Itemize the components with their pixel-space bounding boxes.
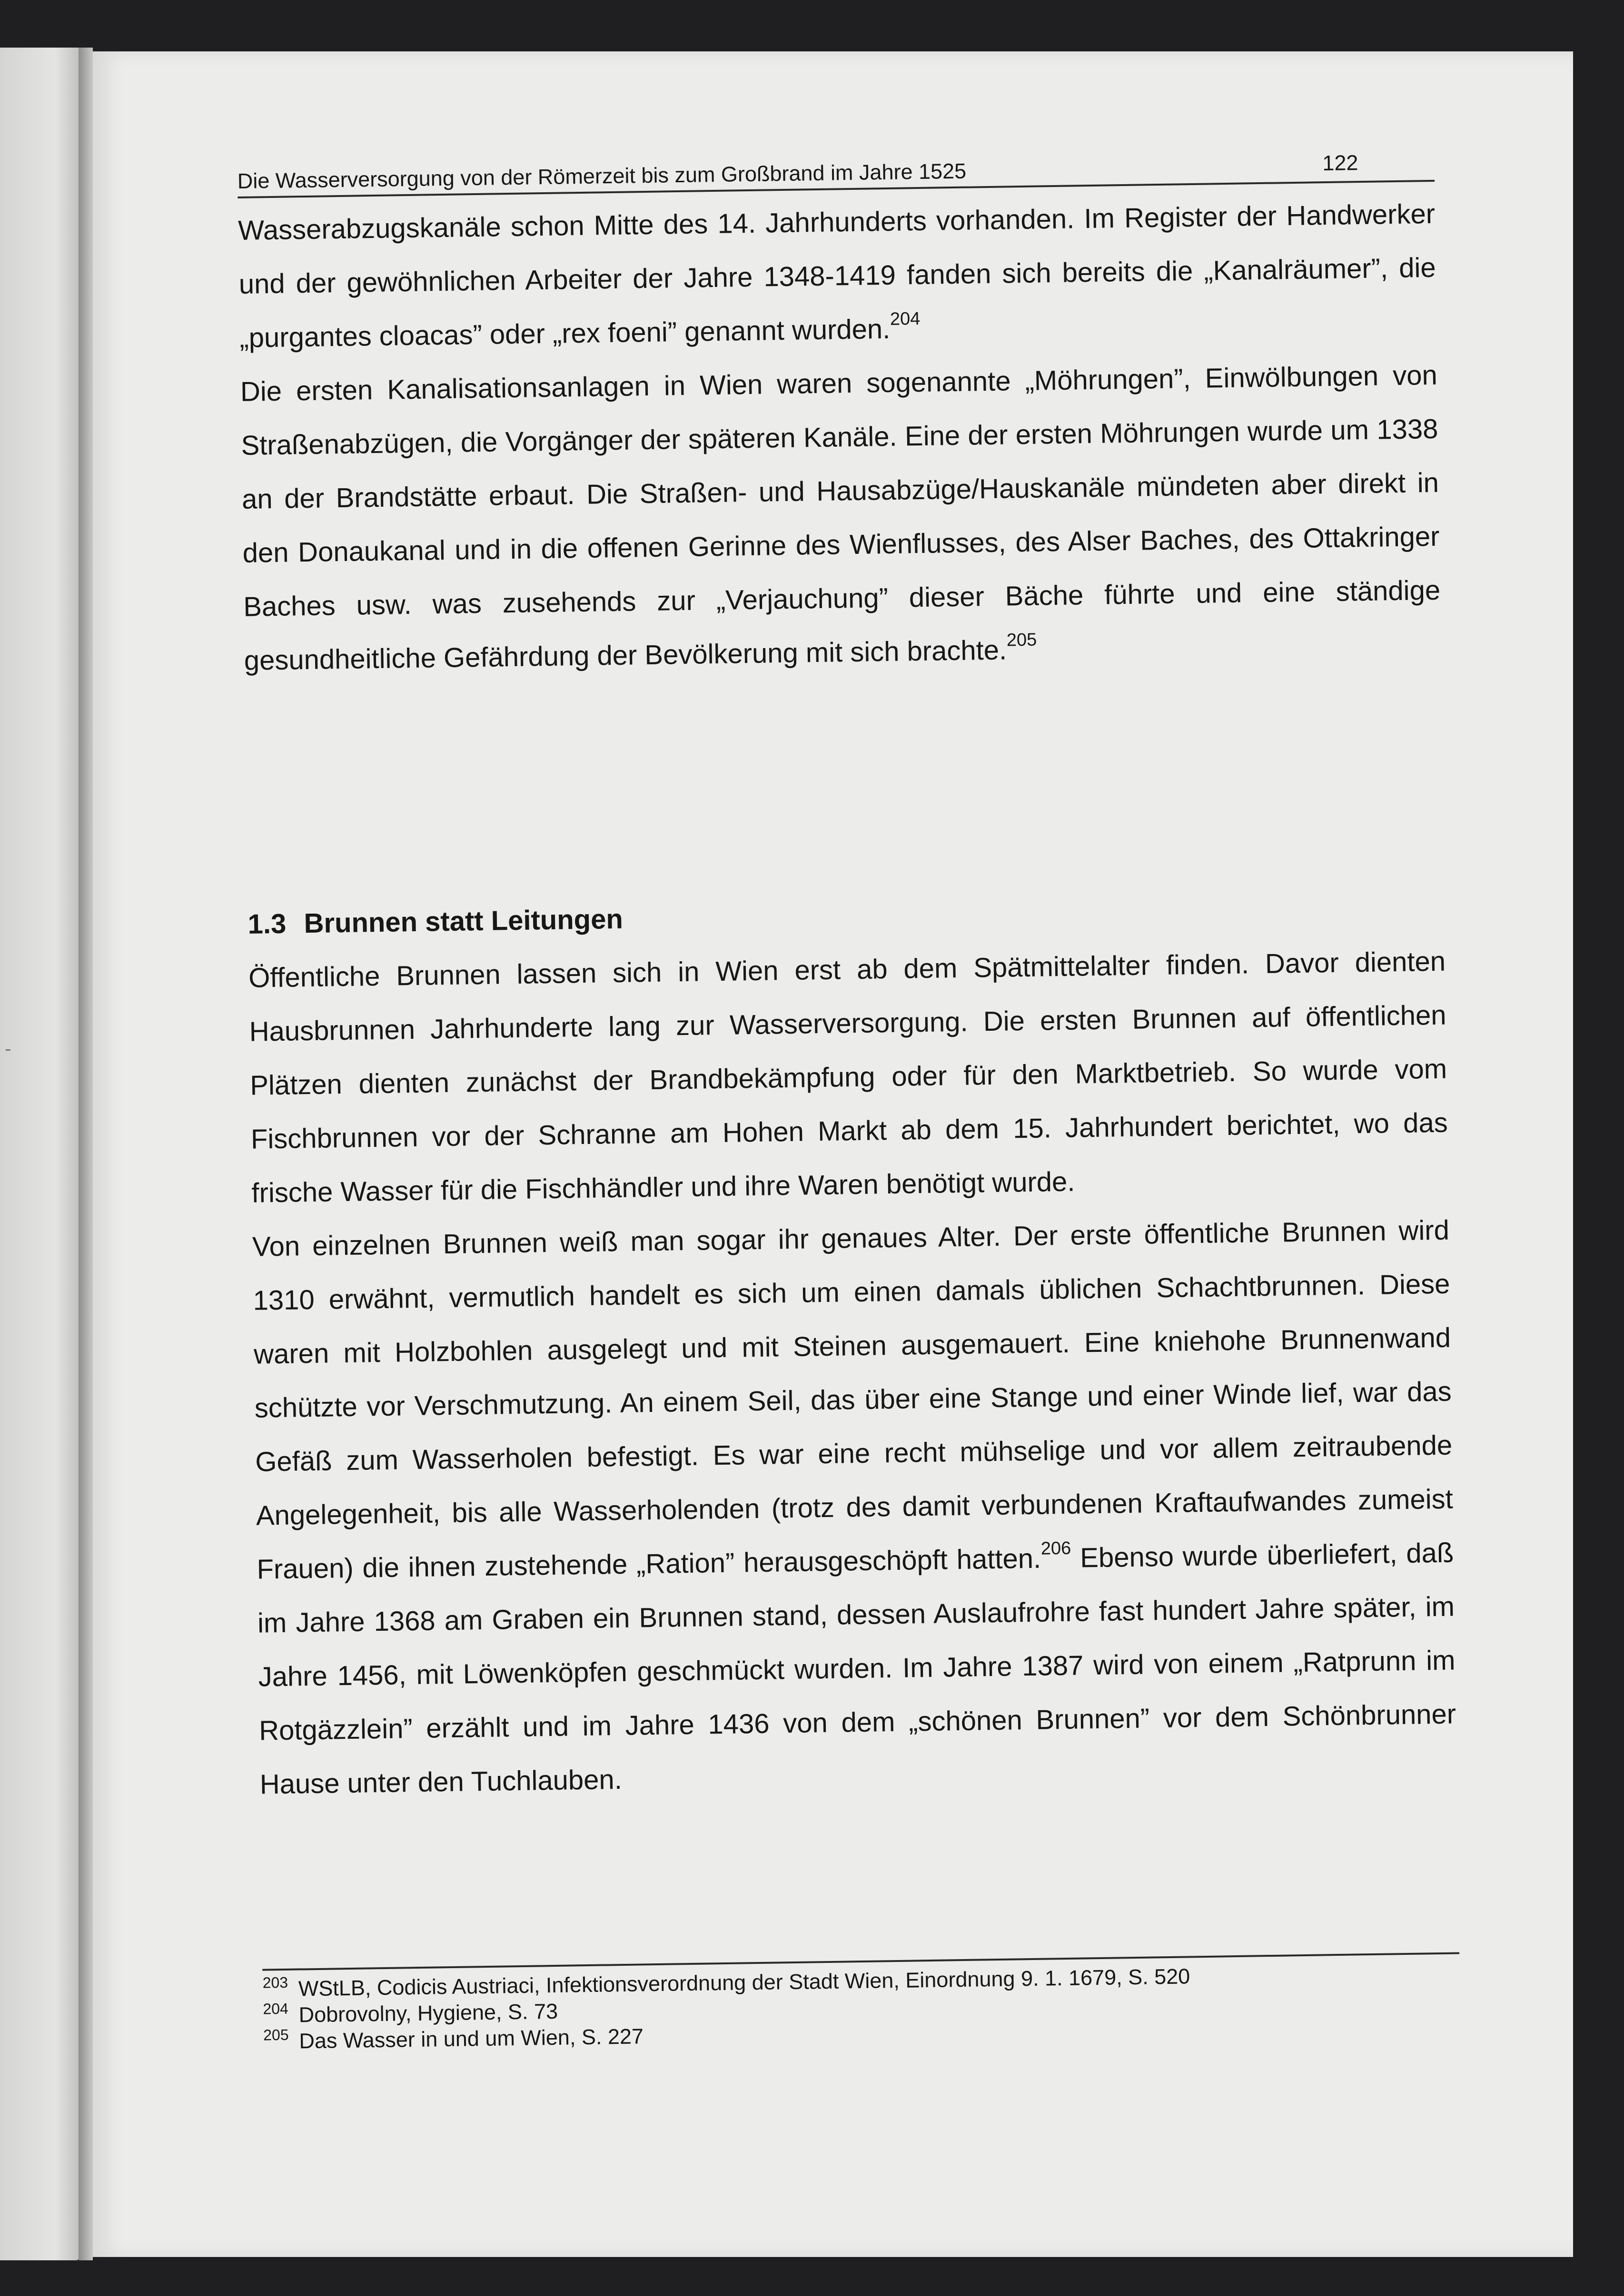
footnote-reference: 205 bbox=[1006, 630, 1037, 650]
book-page bbox=[93, 51, 1573, 2257]
paragraph bbox=[248, 935, 1449, 1220]
page-content bbox=[236, 35, 1463, 2257]
header-title: Die Wasserversorgung von der Römerzeit bis zum Großbrand im Jahre 1525 bbox=[237, 158, 967, 193]
page-number: 122 bbox=[1322, 150, 1358, 176]
paragraph-text: Öffentliche Brunnen lassen sich in Wien erst ab dem Spätmittelalter finden. Davor dienten Hausbrunnen Jahrhunderte lang zur Wasserversorgung. Die ersten Brunnen auf öffentlichen Plätzen dienten zunächst der Brandbekämpfung oder für den Marktbetrieb. So wurde vom Fischbrunnen vor der Schranne am Hohen Markt ab dem 15. Jahrhundert berichtet, wo das frische Wasser für die Fischhändler und ihre Waren benötigt wurde. bbox=[248, 946, 1448, 1209]
section-number: 1.3 bbox=[248, 908, 287, 940]
footnote-reference: 204 bbox=[890, 308, 921, 329]
paragraph-text: Die ersten Kanalisationsanlagen in Wien waren sogenannte „Möhrungen”, Einwölbungen von Straßenabzügen, die Vorgänger der späteren Kanäle. Eine der ersten Möhrungen wurde um 1338 an der Brandstätte erbaut. Die Straßen- und Hausabzüge/Hauskanäle mündeten aber direkt in den Donaukanal und in die offenen Gerinne des Wienflusses, des Alser Baches, des Ottakringer Baches usw. was zusehends zur „Verjauchung” dieser Bäche führte und eine ständige gesundheitliche Gefährdung der Bevölkerung mit sich brachte. bbox=[240, 359, 1441, 676]
paragraph bbox=[240, 348, 1441, 688]
paragraph-text: Ebenso wurde überliefert, daß im Jahre 1368 am Graben ein Brunnen stand, dessen Auslaufrohre fast hundert Jahre später, im Jahre 1456, mit Löwenköpfen geschmückt wurden. Im Jahre 1387 wird von einem „Ratprunn im Rotgäzzlein” erzählt und im Jahre 1436 von dem „schönen Brunnen” vor dem Schönbrunner Hause unter den Tuchlauben. bbox=[257, 1537, 1456, 1800]
body-text-top bbox=[238, 187, 1441, 688]
footnote-text: WStLB, Codicis Austriaci, Infektionsverordnung der Stadt Wien, Einordnung 9. 1. 1679, S. 520 bbox=[298, 1964, 1190, 2001]
footnote-number: 205 bbox=[263, 2026, 289, 2044]
facing-page-edge bbox=[0, 48, 79, 2260]
section-title: Brunnen statt Leitungen bbox=[304, 903, 624, 939]
scan-mark bbox=[6, 1049, 10, 1051]
footnote-text: Das Wasser in und um Wien, S. 227 bbox=[299, 2024, 644, 2053]
paragraph-text: Von einzelnen Brunnen weiß man sogar ihr genaues Alter. Der erste öffentliche Brunnen wird 1310 erwähnt, vermutlich handelt es sich um einen damals üblichen Schachtbrunnen. Diese waren mit Holzbohlen ausgelegt und mit Steinen ausgemauert. Eine kniehohe Brunnenwand schützte vor Verschmutzung. An einem Seil, das über eine Stange und einer Winde lief, war das Gefäß zum Wasserholen befestigt. Es war eine recht mühselige und vor allem zeitraubende Angelegenheit, bis alle Wasserholenden (trotz des damit verbundenen Kraftaufwandes zumeist Frauen) die ihnen zustehende „Ration” herausgeschöpft hatten. bbox=[252, 1214, 1454, 1585]
footnotes bbox=[262, 1959, 1460, 2054]
section-block bbox=[248, 881, 1457, 1812]
footnote-number: 204 bbox=[263, 2000, 289, 2018]
book-gutter bbox=[79, 48, 93, 2260]
footnote-number: 203 bbox=[262, 1973, 288, 1991]
footnote-reference: 206 bbox=[1040, 1538, 1071, 1559]
paragraph bbox=[252, 1203, 1457, 1812]
paragraph-text: Wasserabzugskanäle schon Mitte des 14. Jahrhunderts vorhanden. Im Register der Handwerker und der gewöhnlichen Arbeiter der Jahre 1348-1419 fanden sich bereits die „Kanalräumer”, die „purgantes cloacas” oder „rex foeni” genannt wurden. bbox=[238, 198, 1436, 354]
paragraph bbox=[238, 187, 1436, 365]
footnote-text: Dobrovolny, Hygiene, S. 73 bbox=[298, 1999, 558, 2027]
